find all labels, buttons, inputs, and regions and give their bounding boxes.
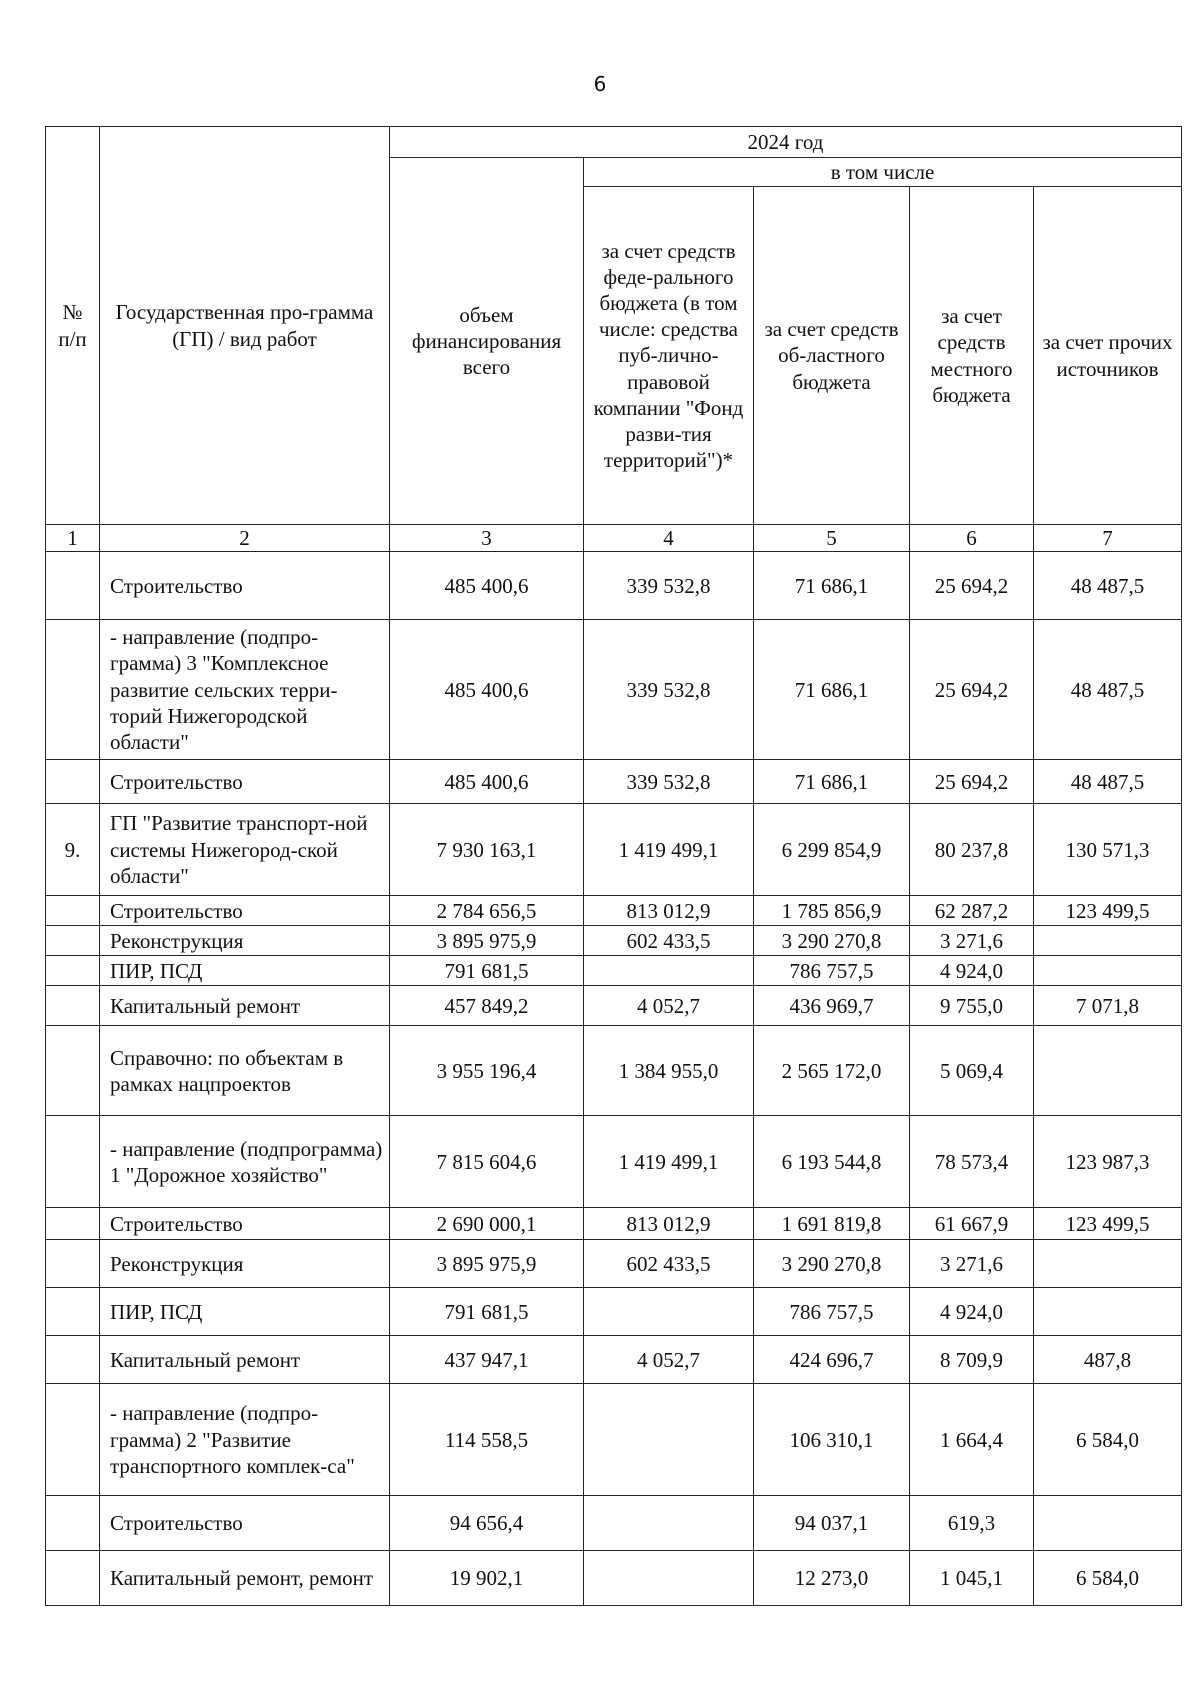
- federal-amount: 339 532,8: [584, 552, 754, 620]
- other-amount: [1034, 1496, 1182, 1551]
- column-number: 7: [1034, 525, 1182, 552]
- row-number: [46, 896, 100, 926]
- row-number: [46, 1551, 100, 1606]
- federal-amount: 813 012,9: [584, 1208, 754, 1240]
- table-row: [46, 1551, 1182, 1606]
- program-name: Реконструкция: [100, 1240, 390, 1288]
- row-number: 9.: [46, 804, 100, 896]
- header-federal: за счет средств феде-рального бюджета (в том числе: средства пуб-лично-правовой компании "Фонд разви-тия территорий")*: [584, 187, 754, 525]
- page-number: 6: [593, 72, 607, 96]
- other-amount: 6 584,0: [1034, 1384, 1182, 1496]
- row-number: [46, 1240, 100, 1288]
- local-amount: 25 694,2: [910, 760, 1034, 804]
- header-other: за счет прочих источников: [1034, 187, 1182, 525]
- row-number: [46, 1384, 100, 1496]
- local-amount: 25 694,2: [910, 552, 1034, 620]
- federal-amount: 4 052,7: [584, 986, 754, 1026]
- total-amount: 485 400,6: [390, 552, 584, 620]
- federal-amount: [584, 956, 754, 986]
- federal-amount: 1 384 955,0: [584, 1026, 754, 1116]
- other-amount: 6 584,0: [1034, 1551, 1182, 1606]
- total-amount: 19 902,1: [390, 1551, 584, 1606]
- other-amount: 48 487,5: [1034, 620, 1182, 760]
- row-number: [46, 1026, 100, 1116]
- header-total: объем финансирования всего: [390, 158, 584, 525]
- table-row: [46, 804, 1182, 896]
- local-amount: 4 924,0: [910, 1288, 1034, 1336]
- row-number: [46, 1496, 100, 1551]
- regional-amount: 3 290 270,8: [754, 926, 910, 956]
- header-local: за счет средств местного бюджета: [910, 187, 1034, 525]
- federal-amount: 813 012,9: [584, 896, 754, 926]
- total-amount: 791 681,5: [390, 956, 584, 986]
- row-number: [46, 760, 100, 804]
- program-name: Строительство: [100, 552, 390, 620]
- regional-amount: 1 691 819,8: [754, 1208, 910, 1240]
- row-number: [46, 552, 100, 620]
- table-body: [46, 552, 1182, 1606]
- header-year: 2024 год: [390, 127, 1182, 158]
- column-number: 5: [754, 525, 910, 552]
- other-amount: 123 499,5: [1034, 896, 1182, 926]
- program-name: Строительство: [100, 896, 390, 926]
- row-number: [46, 926, 100, 956]
- total-amount: 2 784 656,5: [390, 896, 584, 926]
- federal-amount: [584, 1288, 754, 1336]
- regional-amount: 424 696,7: [754, 1336, 910, 1384]
- total-amount: 3 955 196,4: [390, 1026, 584, 1116]
- table-row: [46, 926, 1182, 956]
- row-number: [46, 1208, 100, 1240]
- row-number: [46, 1288, 100, 1336]
- column-number: 6: [910, 525, 1034, 552]
- table-row: [46, 1026, 1182, 1116]
- local-amount: 619,3: [910, 1496, 1034, 1551]
- total-amount: 114 558,5: [390, 1384, 584, 1496]
- total-amount: 3 895 975,9: [390, 926, 584, 956]
- header-program: Государственная про-грамма (ГП) / вид работ: [100, 127, 390, 525]
- row-number: [46, 1116, 100, 1208]
- regional-amount: 6 299 854,9: [754, 804, 910, 896]
- local-amount: 3 271,6: [910, 1240, 1034, 1288]
- local-amount: 1 664,4: [910, 1384, 1034, 1496]
- federal-amount: 339 532,8: [584, 760, 754, 804]
- regional-amount: 94 037,1: [754, 1496, 910, 1551]
- regional-amount: 436 969,7: [754, 986, 910, 1026]
- local-amount: 25 694,2: [910, 620, 1034, 760]
- program-name: Капитальный ремонт, ремонт: [100, 1551, 390, 1606]
- table-row: [46, 1288, 1182, 1336]
- local-amount: 9 755,0: [910, 986, 1034, 1026]
- total-amount: 485 400,6: [390, 620, 584, 760]
- column-number: 3: [390, 525, 584, 552]
- program-name: Справочно: по объектам в рамках нацпроектов: [100, 1026, 390, 1116]
- table-row: [46, 896, 1182, 926]
- federal-amount: [584, 1496, 754, 1551]
- row-number: [46, 956, 100, 986]
- local-amount: 80 237,8: [910, 804, 1034, 896]
- local-amount: 62 287,2: [910, 896, 1034, 926]
- local-amount: 61 667,9: [910, 1208, 1034, 1240]
- table-row: [46, 956, 1182, 986]
- regional-amount: 71 686,1: [754, 760, 910, 804]
- header-including: в том числе: [584, 158, 1182, 187]
- column-number: 2: [100, 525, 390, 552]
- table-row: [46, 1384, 1182, 1496]
- total-amount: 791 681,5: [390, 1288, 584, 1336]
- federal-amount: [584, 1551, 754, 1606]
- table-row: [46, 1208, 1182, 1240]
- regional-amount: 786 757,5: [754, 1288, 910, 1336]
- table-row: [46, 986, 1182, 1026]
- local-amount: 78 573,4: [910, 1116, 1034, 1208]
- program-name: Строительство: [100, 1496, 390, 1551]
- other-amount: 130 571,3: [1034, 804, 1182, 896]
- regional-amount: 106 310,1: [754, 1384, 910, 1496]
- row-number: [46, 1336, 100, 1384]
- federal-amount: 339 532,8: [584, 620, 754, 760]
- program-name: Капитальный ремонт: [100, 1336, 390, 1384]
- budget-table: [45, 126, 1182, 1606]
- total-amount: 2 690 000,1: [390, 1208, 584, 1240]
- regional-amount: 3 290 270,8: [754, 1240, 910, 1288]
- column-number: 4: [584, 525, 754, 552]
- table-row: [46, 760, 1182, 804]
- other-amount: [1034, 1240, 1182, 1288]
- other-amount: 48 487,5: [1034, 760, 1182, 804]
- table-row: [46, 552, 1182, 620]
- federal-amount: [584, 1384, 754, 1496]
- local-amount: 4 924,0: [910, 956, 1034, 986]
- program-name: - направление (подпрограмма) 1 "Дорожное хозяйство": [100, 1116, 390, 1208]
- federal-amount: 602 433,5: [584, 926, 754, 956]
- local-amount: 1 045,1: [910, 1551, 1034, 1606]
- regional-amount: 786 757,5: [754, 956, 910, 986]
- regional-amount: 2 565 172,0: [754, 1026, 910, 1116]
- regional-amount: 12 273,0: [754, 1551, 910, 1606]
- column-number: 1: [46, 525, 100, 552]
- row-number: [46, 986, 100, 1026]
- federal-amount: 1 419 499,1: [584, 804, 754, 896]
- other-amount: 7 071,8: [1034, 986, 1182, 1026]
- program-name: Строительство: [100, 760, 390, 804]
- table-row: [46, 1336, 1182, 1384]
- program-name: ПИР, ПСД: [100, 1288, 390, 1336]
- total-amount: 3 895 975,9: [390, 1240, 584, 1288]
- program-name: - направление (подпро-грамма) 2 "Развитие транспортного комплек-са": [100, 1384, 390, 1496]
- other-amount: [1034, 956, 1182, 986]
- total-amount: 7 930 163,1: [390, 804, 584, 896]
- program-name: - направление (подпро-грамма) 3 "Комплексное развитие сельских терри-торий Нижегородской области": [100, 620, 390, 760]
- federal-amount: 602 433,5: [584, 1240, 754, 1288]
- table-row: [46, 620, 1182, 760]
- total-amount: 437 947,1: [390, 1336, 584, 1384]
- regional-amount: 71 686,1: [754, 620, 910, 760]
- table-row: [46, 1496, 1182, 1551]
- program-name: ГП "Развитие транспорт-ной системы Нижегород-ской области": [100, 804, 390, 896]
- local-amount: 5 069,4: [910, 1026, 1034, 1116]
- table-row: [46, 1116, 1182, 1208]
- header-row-year: [46, 127, 1182, 158]
- column-numbers-row: [46, 525, 1182, 552]
- total-amount: 94 656,4: [390, 1496, 584, 1551]
- program-name: ПИР, ПСД: [100, 956, 390, 986]
- other-amount: [1034, 1026, 1182, 1116]
- row-number: [46, 620, 100, 760]
- federal-amount: 1 419 499,1: [584, 1116, 754, 1208]
- regional-amount: 1 785 856,9: [754, 896, 910, 926]
- other-amount: 48 487,5: [1034, 552, 1182, 620]
- other-amount: 123 499,5: [1034, 1208, 1182, 1240]
- header-number: № п/п: [46, 127, 100, 525]
- other-amount: [1034, 1288, 1182, 1336]
- local-amount: 8 709,9: [910, 1336, 1034, 1384]
- other-amount: 123 987,3: [1034, 1116, 1182, 1208]
- program-name: Капитальный ремонт: [100, 986, 390, 1026]
- table-row: [46, 1240, 1182, 1288]
- program-name: Строительство: [100, 1208, 390, 1240]
- program-name: Реконструкция: [100, 926, 390, 956]
- other-amount: 487,8: [1034, 1336, 1182, 1384]
- other-amount: [1034, 926, 1182, 956]
- total-amount: 457 849,2: [390, 986, 584, 1026]
- regional-amount: 71 686,1: [754, 552, 910, 620]
- regional-amount: 6 193 544,8: [754, 1116, 910, 1208]
- federal-amount: 4 052,7: [584, 1336, 754, 1384]
- total-amount: 7 815 604,6: [390, 1116, 584, 1208]
- total-amount: 485 400,6: [390, 760, 584, 804]
- local-amount: 3 271,6: [910, 926, 1034, 956]
- header-regional: за счет средств об-ластного бюджета: [754, 187, 910, 525]
